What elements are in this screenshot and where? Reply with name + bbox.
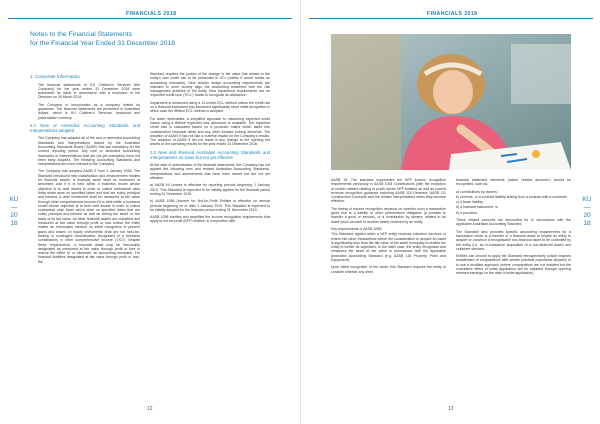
right-column-1: [331, 178, 446, 277]
list-item: e) a provision.: [456, 210, 478, 215]
margin-tag-20: 20: [583, 212, 591, 219]
paragraph: Impairment is measured using a 12-month ECL method unless the credit risk on a financial instrument has increased significantly since initial recognition in which case the lifetime ECL method is adopted.: [150, 100, 270, 114]
margin-tag: [578, 196, 596, 228]
margin-tag-18: 18: [10, 220, 18, 227]
right-page: [300, 0, 600, 424]
margin-tag-dash: —: [583, 204, 591, 211]
child-drawing-photo: [331, 34, 571, 170]
margin-tag-dash: —: [10, 204, 18, 211]
paragraph: financial statement elements (called 'related amounts') should be recognised, such as:: [456, 178, 571, 187]
paragraph: The Company has adopted AASB 9 from 1 January 2018. The Standard introduced new classification and measurement models for financial assets. A financial asset shall be measured at amortised cost if it is held within a business model whose objective is to hold assets in order to collect contractual cash flows which arise on specified dates and that are solely principal and interest. A debt investment shall be measured at fair value through other comprehensive income if it is held within a business model whose objective is to both hold assets in order to collect contractual cash flows which arise on specified dates that are solely principal and interest as well as selling the asset on the basis of its fair value. All other financial assets are classified and measured at fair value through profit or loss unless the entity makes an irrevocable election on initial recognition to present gains and losses on equity instruments (that are not held-for-trading or contingent consideration recognised in a business combination) in other comprehensive income ('OCI'). Despite these requirements, a financial asset may be irrevocably designated as measured at fair value through profit or loss to reduce the effect of, or eliminate, an accounting mismatch. For financial liabilities designated at fair value through profit or loss, the: [38, 169, 140, 264]
paragraph: This Standard applies when a NFP entity receives volunteer services or enters into other transactions where the consideration to acquire an asset is significantly less than the fair value of the asset principally to enable the entity to further its objectives. In the latter case, the entity recognises and measures the asset at fair value in accordance with the applicable Australian Accounting Standard (e.g. AASB 116 Property, Plant and Equipment).: [331, 232, 446, 263]
margin-tag-18: 18: [583, 220, 591, 227]
list-item: a) contributions by owners;: [456, 189, 498, 194]
list-item: d) a financial instrument; or: [456, 205, 499, 210]
photo-illustration: [331, 34, 571, 170]
paragraph: These related amounts are accounted for in accordance with the applicable Australian Accounting Standard.: [456, 218, 571, 227]
margin-tag-ku: KU: [582, 196, 592, 203]
paragraph: The timing of income recognition depends on whether such a transaction gives rise to a liability or other performance obligation (a promise to transfer a good or service), or a contribution by owners, related to an asset (such as cash or another asset) received by an entity.: [331, 206, 446, 224]
right-column-2: [456, 178, 571, 279]
left-column-1: [30, 72, 140, 267]
title-line-2: for the Financial Year Ended 31 December 2018: [30, 39, 176, 47]
paragraph: Standard requires the portion of the change in fair value that relates to the entity's own credit risk to be presented in OCI (unless it would create an accounting mismatch). New simpler hedge accounting requirements are intended to more closely align the accounting treatment with the risk management activities of the entity. New impairment requirements use an 'expected credit loss' ('ECL') model to recognise an allowance.: [150, 72, 270, 98]
running-head: FINANCIALS 2018: [427, 11, 478, 17]
list-item: b) AASB 1058 (Income for Not-for-Profit Entities is effective for annual periods beginning on or after 1 January 2019. This Standard is expected to be initially adopted for the financial period ending 31 December 2019.: [150, 199, 270, 212]
paragraph: The Standard also provides specific accounting requirements for a transaction which is a transfer of a financial asset to enable an entity to acquire or construct a recognisable non-financial asset to be controlled by the entity (i.e. an in-substance acquisition of a non-financial asset) and volunteer services.: [456, 229, 571, 251]
list-item: c) a lease liability;: [456, 200, 484, 205]
margin-tag-ku: KU: [9, 196, 19, 203]
paragraph: Upon initial recognition of the asset, this Standard requires the entity to consider whether any other: [331, 265, 446, 274]
section-heading-corporate: 1. Corporate Information: [30, 74, 80, 79]
running-head: FINANCIALS 2018: [126, 11, 177, 17]
page-title: [30, 31, 280, 48]
header-rule: [309, 18, 593, 19]
paragraph: Key requirements of AASB 1058:: [331, 226, 383, 231]
paragraph: The Company is incorporated as a company limited by guarantee. The financial statements are presented in Australian dollars, which is KU Children's Services' functional and presentation currency.: [38, 102, 140, 120]
section-heading-2-2: 2.2 New and Revised Australian Accounting Standards and Interpretations on issue but not yet effective: [150, 149, 270, 160]
title-line-1: Notes to the Financial Statements: [30, 31, 133, 38]
paragraph: For trade receivables, a simplified approach to measuring expected credit losses using a lifetime expected loss allowance is available. The expected credit loss is calculated based on a provision matrix which takes into consideration historical debts and any other forward looking elements. The adoption of AASB 9 has not had a material impact on the Company's results. The adoption of AASB 9 did not result in any change to the opening net assets or the operating results for the year ended 31 December 2018.: [150, 116, 270, 147]
margin-tag-20: 20: [10, 212, 18, 219]
section-heading-2-1: 2.1 New or Amended Accounting Standards and Interpretations adopted: [30, 122, 140, 134]
header-rule: [8, 18, 292, 19]
list-item: b) revenue, or a contract liability arising from a contract with a customer;: [456, 194, 568, 199]
paragraph: The financial statements of KU Children's Services (the Company) for the year ended 31 December 2018 were authorised for issue in accordance with a resolution of the Directors on 26 March 2019.: [38, 82, 140, 100]
paragraph: The Company has adopted all of the new or amended Accounting Standards and Interpretations issued by the Australian Accounting Standards Board ('AASB') that are mandatory for the current reporting period. Any new or amended Accounting Standards or Interpretations that are not yet mandatory have not been early adopted. The following Accounting Standards and Interpretations are most relevant to the Company.: [38, 136, 140, 167]
paragraph: At the date of authorisation of the financial statements, the Company has not applied the following new and revised Australian Accounting Standards, Interpretations and amendments that have been issued but are not yet effective:: [150, 163, 270, 181]
paragraph: Entities can choose to apply the Standard retrospectively (which requires restatement of comparatives with certain practical expedients allowed) or to use a modified approach (where comparatives are not restated but the cumulative effect of initial application will be adjusted through opening retained earnings on the date of initial application).: [456, 254, 571, 276]
page-number: 13: [448, 406, 454, 412]
paragraph: AASB 15. The standard supersedes the NFP income recognition requirements previously in AASB 1004 Contributions (with the exception of certain matters relating to public sector NFP entities) as well as current revenue recognition guidance including AASB 118 Revenue, AASB 111 Construction Contracts and the related Interpretations when they become effective.: [331, 178, 446, 204]
list-item: a) AASB 16 Leases is effective for reporting periods beginning 1 January 2019. This Standard is expected to be initially applied for the financial period ending 31 December 2019.: [150, 183, 270, 196]
paragraph: AASB 1058 clarifies and simplifies the income recognition requirements that apply to not-for-profit (NFP) entities, in conjunction with: [150, 215, 270, 224]
left-column-2: [150, 72, 270, 227]
margin-tag: [5, 196, 23, 228]
page-number: 12: [147, 406, 153, 412]
